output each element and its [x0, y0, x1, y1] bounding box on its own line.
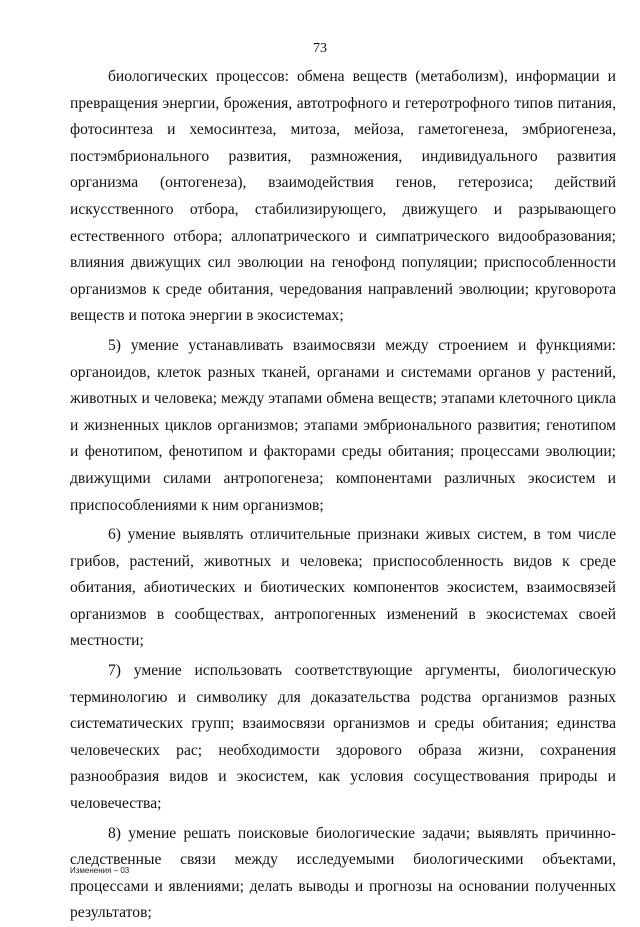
paragraph-item-6: 6) умение выявлять отличительные признаки живых систем, в том числе грибов, растений, животных и человека; приспособленность видов к среде обитания, абиотических и биотических компонентов экосистем, взаимосвязей организмов в сообществах, антропогенных изменений в экосистемах своей местности; [70, 526, 616, 650]
paragraph-item-7: 7) умение использовать соответствующие аргументы, биологическую терминологию и символику для доказательства родства организмов разных систематических групп; взаимосвязи организмов и среды обитания; единства человеческих рас; необходимости здорового образа жизни, сохранения разнообразия видов и экосистем, как условия сосуществования природы и человечества; [70, 662, 616, 813]
paragraph-item-8: 8) умение решать поисковые биологические задачи; выявлять причинно-следственные связи между исследуемыми биологическими объектами, процессами и явлениями; делать выводы и прогнозы на основании полученных результатов; [70, 824, 616, 922]
paragraph-biological-processes: биологических процессов: обмена веществ (метаболизм), информации и превращения энергии, брожения, автотрофного и гетеротрофного типов питания, фотосинтеза и хемосинтеза, митоза, мейоза, гаметогенеза, эмбриогенеза, постэмбрионального развития, размножения, индивидуального развития организма (онтогенеза), взаимодействия генов, гетерозиса; действий искусственного отбора, стабилизирующего, движущего и разрывающего естественного отбора; аллопатрического и симпатрического видообразования; влияния движущих сил эволюции на генофонд популяции; приспособленности организмов к среде обитания, чередования направлений эволюции; круговорота веществ и потока энергии в экосистемах; [70, 68, 616, 325]
page-number: 73 [313, 41, 327, 56]
revision-note: Изменения – 03 [70, 866, 130, 875]
paragraph-item-5: 5) умение устанавливать взаимосвязи между строением и функциями: органоидов, клеток разных тканей, органами и системами органов у растений, животных и человека; между этапами обмена веществ; этапами клеточного цикла и жизненных циклов организмов; этапами эмбрионального развития; генотипом и фенотипом, фенотипом и факторами среды обитания; процессами эволюции; движущими силами антропогенеза; компонентами различных экосистем и приспособлениями к ним организмов; [70, 336, 616, 514]
document-body [70, 64, 616, 927]
